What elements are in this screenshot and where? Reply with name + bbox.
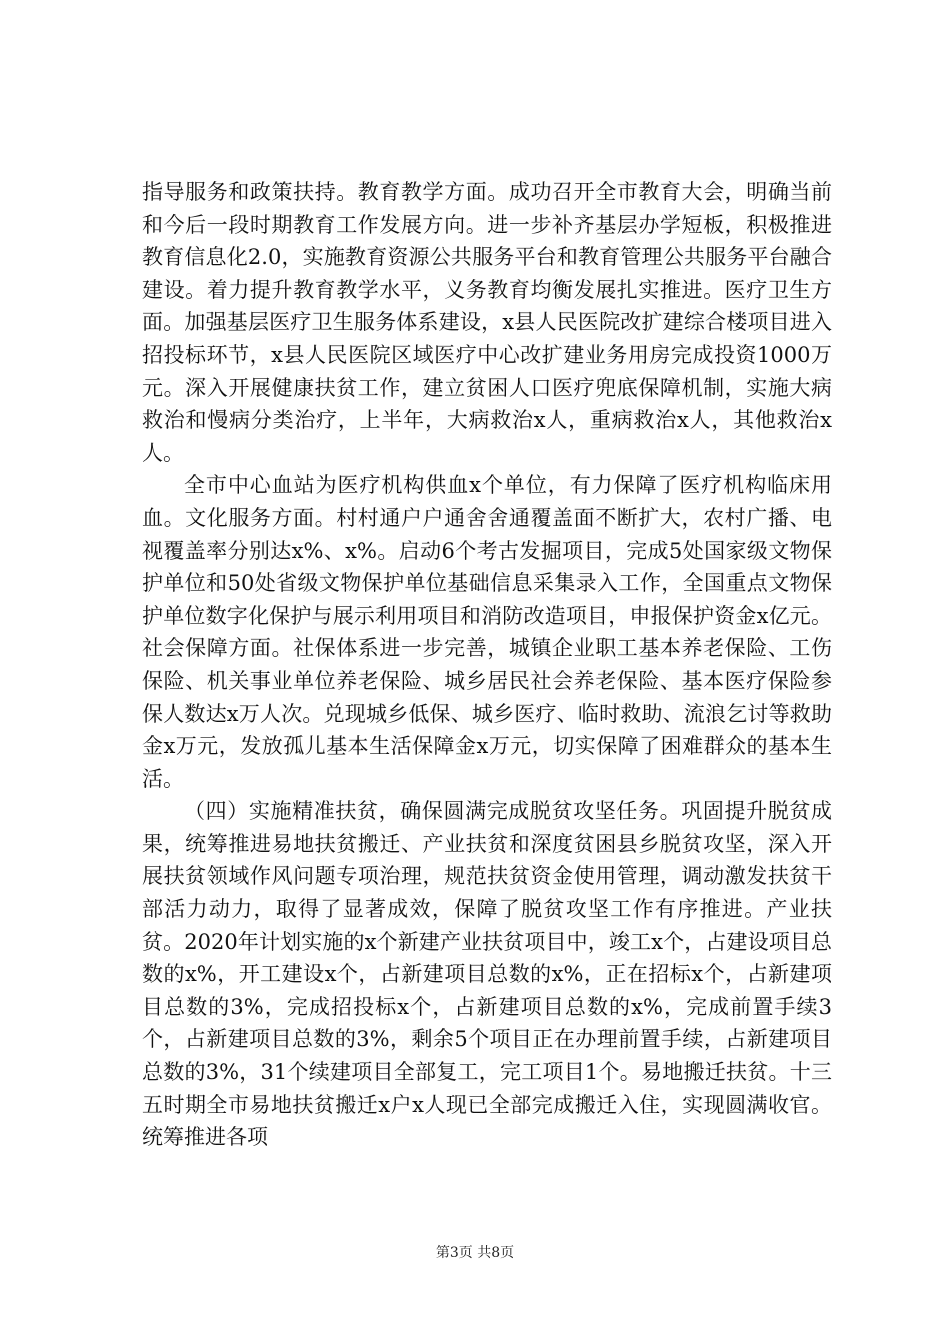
page-footer: 第3页 共8页 — [435, 1245, 515, 1261]
document-body — [142, 176, 832, 1154]
paragraph-poverty-alleviation: （四）实施精准扶贫，确保圆满完成脱贫攻坚任务。巩固提升脱贫成果，统筹推进易地扶贫搬迁、产业扶贫和深度贫困县乡脱贫攻坚，深入开展扶贫领域作风问题专项治理，规范扶贫资金使用管理，调动激发扶贫干部活力动力，取得了显著成效，保障了脱贫攻坚工作有序推进。产业扶贫。2020年计划实施的x个新建产业扶贫项目中，竣工x个，占建设项目总数的x%，开工建设x个，占新建项目总数的x%，正在招标x个，占新建项目总数的3%，完成招投标x个，占新建项目总数的x%，完成前置手续3个，占新建项目总数的3%，剩余5个项目正在办理前置手续，占新建项目总数的3%，31个续建项目全部复工，完工项目1个。易地搬迁扶贫。十三五时期全市易地扶贫搬迁x户x人现已全部完成搬迁入住，实现圆满收官。统筹推进各项 — [142, 799, 832, 1150]
paragraph-continuation: 指导服务和政策扶持。教育教学方面。成功召开全市教育大会，明确当前和今后一段时期教育工作发展方向。进一步补齐基层办学短板，积极推进教育信息化2.0，实施教育资源公共服务平台和教育管理公共服务平台融合建设。着力提升教育教学水平，义务教育均衡发展扎实推进。医疗卫生方面。加强基层医疗卫生服务体系建设，x县人民医院改扩建综合楼项目进入招投标环节，x县人民医院区域医疗中心改扩建业务用房完成投资1000万元。深入开展健康扶贫工作，建立贫困人口医疗兜底保障机制，实施大病救治和慢病分类治疗，上半年，大病救治x人，重病救治x人，其他救治x人。 — [142, 180, 832, 465]
paragraph-blood-culture-social: 全市中心血站为医疗机构供血x个单位，有力保障了医疗机构临床用血。文化服务方面。村村通户户通舍舍通覆盖面不断扩大，农村广播、电视覆盖率分别达x%、x%。启动6个考古发掘项目，完成5处国家级文物保护单位和50处省级文物保护单位基础信息采集录入工作，全国重点文物保护单位数字化保护与展示利用项目和消防改造项目，申报保护资金x亿元。社会保障方面。社保体系进一步完善，城镇企业职工基本养老保险、工伤保险、机关事业单位养老保险、城乡居民社会养老保险、基本医疗保险参保人数达x万人次。兑现城乡低保、城乡医疗、临时救助、流浪乞讨等救助金x万元，发放孤儿基本生活保障金x万元，切实保障了困难群众的基本生活。 — [142, 473, 832, 791]
